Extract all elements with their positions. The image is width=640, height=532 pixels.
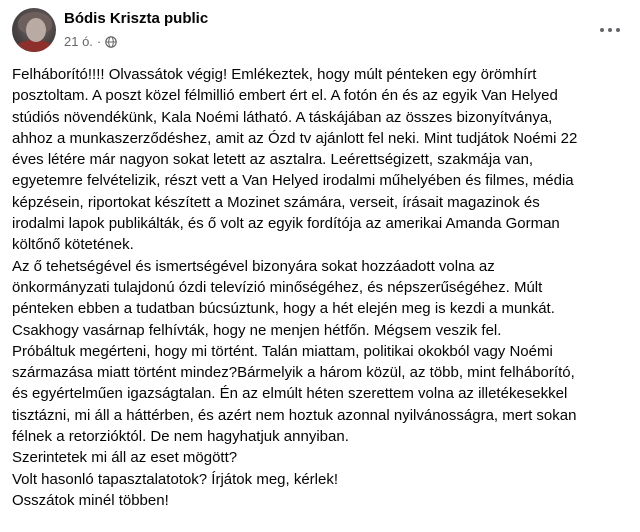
post-text-line: Szerintetek mi áll az eset mögött? [12, 449, 238, 467]
post-text-line: és egyértelműen igazságtalan. Én az elmúlt héten szerettem volna az illetékesekkel [12, 385, 568, 403]
avatar-face [26, 18, 46, 42]
post-text-line: posztoltam. A poszt közel félmillió embert ért el. A fotón én és az egyik Van Helyed [12, 87, 558, 105]
post-text-line: félnek a retorzióktól. De nem hagyhatjuk annyiban. [12, 428, 349, 446]
author-avatar[interactable] [12, 8, 56, 52]
post-meta [64, 34, 117, 49]
author-name[interactable]: Bódis Kriszta public [64, 10, 209, 27]
post-text-line: Csakhogy vasárnap felhívták, hogy ne menjen hétfőn. Mégsem veszik fel. [12, 321, 502, 339]
post-text-line: önkormányzati tulajdonú ózdi televízió minőségéhez, és népszerűségéhez. Múlt [12, 278, 543, 296]
post-text-line: költőnő kötetének. [12, 236, 134, 254]
post-text-line: Osszátok minél többen! [12, 491, 169, 509]
more-options-icon [616, 28, 620, 32]
post-text-line: stúdiós növendékünk, Kala Noémi látható. A táskájában az összes bizonyítványa, [12, 108, 553, 126]
post-text-line: pénteken ebben a tudatban búcsúztunk, hogy a hét elején meg is kezdi a munkát. [12, 300, 555, 318]
post-text-line: éves létére már nagyon sokat letett az asztalra. Leérettségizett, szakmája van, [12, 151, 534, 169]
post-header [12, 8, 628, 60]
post-timestamp[interactable]: 21 ó. [64, 34, 93, 49]
post-text [12, 64, 624, 511]
post-text-line: egyetemre felvételizik, részt vett a Van Helyed irodalmi műhelyében és filmes, média [12, 172, 574, 190]
post-text-line: Próbáltuk megérteni, hogy mi történt. Talán miattam, politikai okokból vagy Noémi [12, 342, 553, 360]
more-options-button[interactable] [592, 16, 628, 44]
globe-icon[interactable] [105, 36, 117, 48]
post-text-line: Felháborító!!!! Olvassátok végig! Emlékeztek, hogy múlt pénteken egy örömhírt [12, 66, 537, 83]
post-text-line: Volt hasonló tapasztalatotok? Írjátok meg, kérlek! [12, 470, 339, 488]
post-text-line: származása miatt történt mindez?Bármelyik a három közül, az több, mint felháborító, [12, 364, 575, 382]
post-text-line: tisztázni, mi áll a háttérben, és azért nem hoztuk azonnal nyilvánosságra, mert sokan [12, 406, 577, 424]
post-text-line: képzésein, riportokat készített a Mozinet számára, verseit, írásait magazinok és [12, 193, 540, 211]
more-options-icon [608, 28, 612, 32]
post-text-line: irodalmi lapok publikálták, és ő volt az egyik fordítója az amerikai Amanda Gorman [12, 215, 560, 233]
more-options-icon [600, 28, 604, 32]
meta-separator: · [96, 34, 102, 49]
post-text-line: Az ő tehetségével és ismertségével bizonyára sokat hozzáadott volna az [12, 257, 495, 275]
post-text-line: ahhoz a munkaszerződéshez, amit az Ózd tv ajánlott fel neki. Mint tudjátok Noémi 22 [12, 129, 578, 147]
